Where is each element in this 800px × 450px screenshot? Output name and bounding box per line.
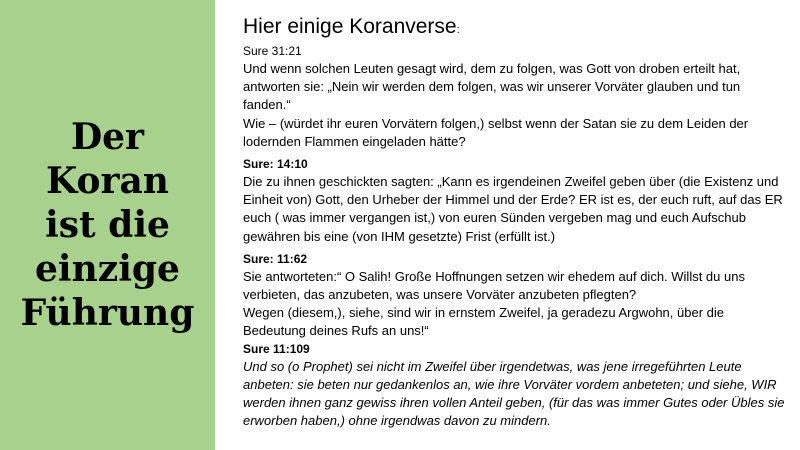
verse-reference: Sure 31:21 <box>243 44 302 58</box>
verse-text: Sie antworteten:“ O Salih! Große Hoffnungen setzen wir ehedem auf dich. Willst du uns verbieten, das anzubeten, was unsere Vorväter anzubeten pflegten? Wegen (diesem,), siehe, sind wir in ernstem Zweifel, ja geradezu Argwohn, über die Bedeutung deines Rufs an uns!“ <box>243 268 745 339</box>
verse-text: Die zu ihnen geschickten sagten: „Kann es irgendeinen Zweifel geben über (die Existenz und Einheit von) Gott, den Urheber der Himmel und der Erde? ER ist es, der euch ruft, auf das ER euch ( was immer vergangen ist,) von euren Sünden vergeben mag und euch Aufschub gewähren bis eine (von IHM gesetzte) Frist (erfüllt ist.) <box>243 174 783 244</box>
verse-reference: Sure 11:109 <box>243 341 310 356</box>
content-heading <box>243 14 788 43</box>
slide-title <box>21 115 195 335</box>
title-line: Der <box>70 115 145 158</box>
title-line: Führung <box>20 291 195 334</box>
heading-colon: : <box>456 24 460 36</box>
verse-reference: Sure: 14:10 <box>243 157 308 172</box>
title-panel <box>0 0 215 450</box>
verse-text: Und so (o Prophet) sei nicht im Zweifel über irgendetwas, was jene irregeführten Leute anbeten: sie beten nur gedankenlos an, wie ihre Vorväter vordem anbeteten; und siehe, WIR werden ihnen ganz gewiss ihren vollen Anteil geben, (für das was immer Gutes oder Übles sie erworben haben,) ohne irgendwas davon zu mindern. <box>243 358 785 429</box>
title-line: einzige <box>35 247 180 290</box>
verse-text: Und wenn solchen Leuten gesagt wird, dem zu folgen, was Gott von droben erteilt hat, antworten sie: „Nein wir werden dem folgen, was wir unserer Vorväter glauben und tun fanden.“ Wie – (würdet ihr euren Vorvätern folgen,) selbst wenn der Satan sie zu dem Leiden der lodernden Flammen eingeladen hätte? <box>243 61 749 149</box>
title-line: Koran <box>46 159 169 202</box>
verses-content <box>243 14 788 430</box>
title-line: ist die <box>45 203 170 246</box>
heading-text: Hier einige Koranverse <box>243 15 457 38</box>
verse-reference: Sure: 11:62 <box>243 251 308 266</box>
